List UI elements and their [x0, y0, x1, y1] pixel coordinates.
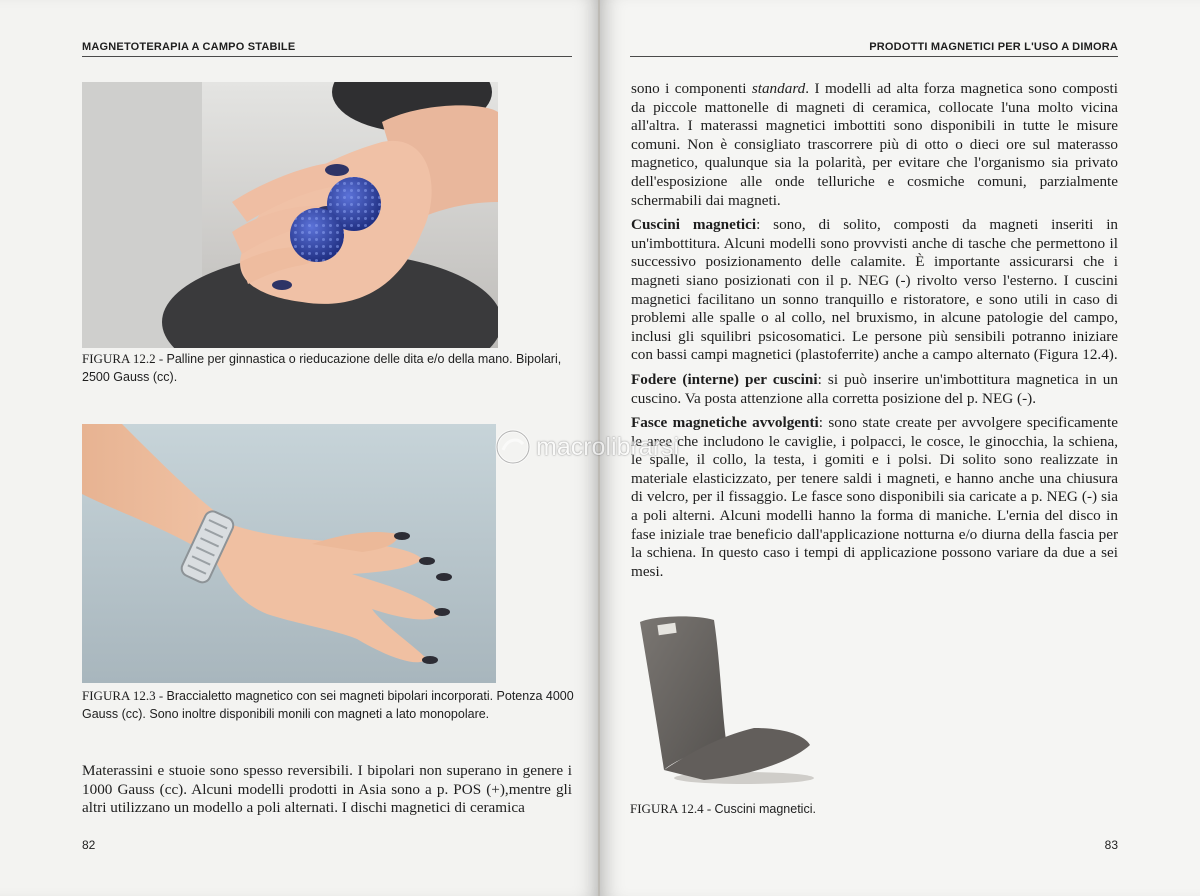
figure-label: FIGURA 12.3 - — [82, 688, 167, 703]
figure-caption-text: Palline per ginnastica o rieducazione delle dita e/o della mano. Bipolari, 2500 Gauss (cc). — [82, 352, 562, 384]
watermark-text: macrolibrarsi — [536, 432, 680, 461]
figure-caption-text: Cuscini magnetici. — [714, 802, 816, 816]
left-body-text: Materassini e stuoie sono spesso reversibili. I bipolari non superano in genere i 1000 Gauss (cc). Alcuni modelli prodotti in Asia sono a p. POS (+),mentre gli altri utilizzano un modello a poli alternati. I dischi magnetici di ceramica — [82, 762, 572, 817]
term-heading: Fasce magnetiche avvolgenti — [631, 414, 819, 432]
figure-12-2-caption — [82, 350, 574, 386]
paragraph: sono i componenti standard. I modelli ad alta forza magnetica sono composti da piccole mattonelle di magneti di ceramica, collocate l'una molto vicina all'altra. I materassi magnetici imbottiti sono disponibili in tutte le misure comuni. Non è consigliato trascorrere più di otto o dieci ore sul materasso magnetico, qualunque sia la polarità, per evitare che l'organismo sia privato dell'esposizione alle onde telluriche e cosmiche comuni, parzialmente schermabili dai magneti. — [631, 80, 1118, 209]
running-head-left: MAGNETOTERAPIA A CAMPO STABILE — [82, 41, 296, 53]
header-rule — [630, 56, 1118, 57]
figure-12-2-photo — [82, 82, 498, 348]
figure-label: FIGURA 12.2 - — [82, 351, 167, 366]
term-heading: Fodere (interne) per cuscini — [631, 370, 818, 388]
paragraph-fasce: Fasce magnetiche avvolgenti: sono state create per avvolgere specificamente le aree che includono le caviglie, i polpacci, le cosce, le ginocchia, la schiena, le spalle, il collo, la testa, i gomiti e i polsi. Di solito sono realizzate in materiale elasticizzato, per tenere saldi i magneti, e hanno anche una chiusura di velcro, per il fissaggio. Le fasce sono disponibili sia caricate a p. NEG (-) sia a poli alterni. Alcuni modelli hanno la forma di maniche. L'ernia del disco in fase iniziale trae beneficio dall'applicazione notturna e/o diurna della fascia per la schiena. In questo caso i tempi di applicazione possono variare da due a sei mesi. — [631, 414, 1118, 580]
paragraph-cuscini-magnetici: Cuscini magnetici: sono, di solito, composti da magneti inseriti in un'imbottitura. Alcuni modelli sono provvisti anche di tasche che permettono il successivo posizionamento delle calamite. È importante assicurarsi che i magneti siano posizionati con il p. NEG (-) rivolto verso l'esterno. I cuscini magnetici facilitano un sonno tranquillo e ristoratore, e sono utili in caso di problemi alle spalle o al collo, nel bruxismo, in alcune patologie del campo, inclusi gli squilibri psicosomatici. Le persone più sensibili potranno iniziare con bassi campi magnetici (plastoferrite) anche a campo alternato (Figura 12.4). — [631, 216, 1119, 364]
figure-caption-text: Braccialetto magnetico con sei magneti bipolari incorporati. Potenza 4000 Gauss (cc). Sono inoltre disponibili monili con magneti a lato monopolare. — [82, 689, 574, 721]
hand-with-bracelet-image — [82, 424, 496, 683]
grey-cushion-image — [634, 610, 816, 788]
macrolibrarsi-watermark — [494, 428, 679, 466]
figure-label: FIGURA 12.4 - — [630, 801, 715, 816]
macrolibrarsi-logo-icon — [494, 428, 532, 466]
paragraph-fodere: Fodere (interne) per cuscini: si può inserire un'imbottitura magnetica in un cuscino. Va posta attenzione alla corretta posizione del p. NEG (-). — [631, 370, 1118, 407]
running-head-right: PRODOTTI MAGNETICI PER L'USO A DIMORA — [869, 41, 1118, 53]
right-page — [600, 0, 1200, 896]
figure-12-4-caption — [630, 800, 930, 818]
page-number-right: 83 — [1104, 838, 1118, 852]
figure-12-3-photo — [82, 424, 496, 683]
figure-12-3-caption — [82, 687, 574, 723]
hand-with-blue-balls-image — [82, 82, 498, 348]
figure-12-4-photo — [634, 610, 816, 788]
right-body-text — [631, 80, 1118, 581]
italic-term: standard — [751, 80, 806, 97]
header-rule — [82, 56, 572, 57]
term-heading: Cuscini magnetici — [631, 216, 757, 234]
page-number-left: 82 — [82, 838, 96, 852]
